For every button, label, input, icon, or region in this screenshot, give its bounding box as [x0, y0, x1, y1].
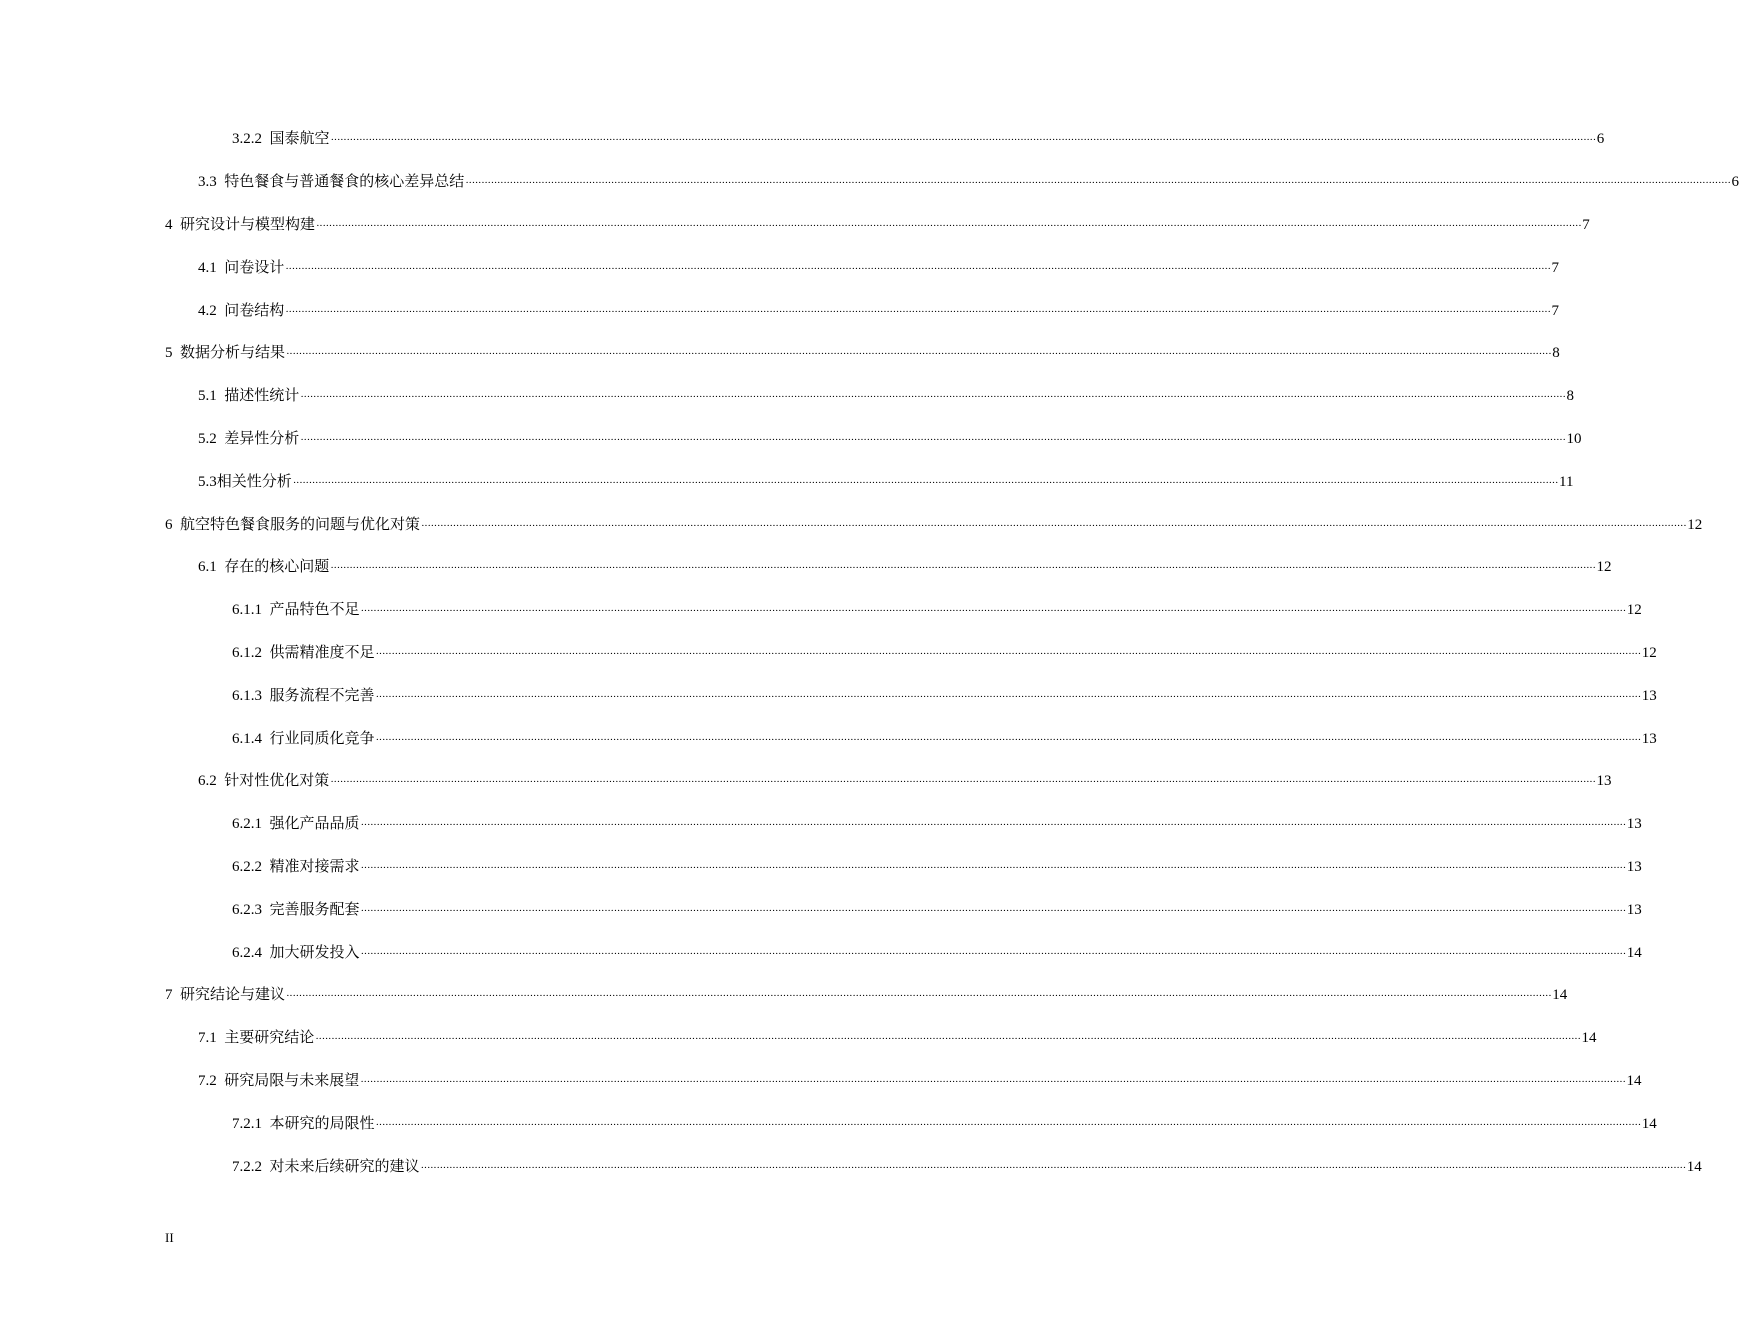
toc-entry-number: 7	[165, 987, 173, 1004]
toc-entry-title	[198, 1071, 359, 1091]
toc-leader-dots: ················································································································································································································································································································································································································	[330, 134, 1596, 147]
toc-entry-page: 14	[1552, 987, 1568, 1004]
toc-leader-dots: ················································································································································································································································································································································································································	[360, 947, 1626, 960]
toc-entry-label: 对未来后续研究的建议	[269, 1158, 420, 1175]
toc-leader-dots: ················································································································································································································································································································································································································	[465, 177, 1731, 190]
toc-leader-dots: ················································································································································································································································································································································································································	[420, 1161, 1686, 1174]
toc-entry[interactable]	[0, 460, 1574, 503]
toc-leader-dots: ················································································································································································································································································································································································································	[375, 1118, 1641, 1131]
toc-entry-label: 主要研究结论	[224, 1030, 315, 1047]
toc-entry-label: 特色餐食与普通餐食的核心差异总结	[224, 174, 465, 191]
toc-entry-label: 本研究的局限性	[269, 1115, 375, 1132]
toc-leader-dots: ················································································································································································································································································································································································································	[375, 690, 1641, 703]
toc-entry-page: 12	[1641, 644, 1657, 661]
toc-leader-dots: ················································································································································································································································································································································································································	[360, 904, 1626, 917]
toc-entry[interactable]	[0, 289, 1559, 332]
toc-entry-page: 11	[1559, 473, 1574, 490]
toc-entry-title	[198, 386, 299, 406]
toc-leader-dots: ················································································································································································································································································································································································································	[360, 605, 1626, 618]
toc-leader-dots: ················································································································································································································································································································································································································	[292, 476, 1558, 489]
toc-entry-label: 存在的核心问题	[224, 559, 330, 576]
toc-entry-title	[198, 258, 284, 278]
toc-leader-dots: ················································································································································································································································································································································································································	[316, 219, 1582, 232]
toc-entry-label: 精准对接需求	[269, 858, 360, 875]
toc-entry-number: 4.2	[198, 302, 217, 319]
toc-entry-number: 5.1	[198, 388, 217, 405]
toc-entry-label: 供需精准度不足	[269, 644, 375, 661]
toc-entry-title	[165, 985, 285, 1005]
toc-entry-number: 6.1.2	[232, 644, 262, 661]
toc-entry-title	[232, 814, 360, 834]
toc-entry[interactable]	[0, 546, 1612, 589]
toc-entry-title	[165, 215, 315, 235]
toc-entry-label: 相关性分析	[216, 473, 292, 490]
toc-entry-page: 12	[1596, 559, 1612, 576]
toc-leader-dots: ················································································································································································································································································································································································································	[330, 776, 1596, 789]
toc-entry[interactable]	[0, 674, 1657, 717]
toc-entry-number: 6.2.1	[232, 816, 262, 833]
toc-entry[interactable]	[0, 246, 1559, 289]
toc-entry-label: 完善服务配套	[269, 901, 360, 918]
toc-entry[interactable]	[0, 974, 1568, 1017]
toc-entry-title	[232, 857, 360, 877]
toc-leader-dots: ················································································································································································································································································································································································································	[375, 647, 1641, 660]
toc-entry-page: 13	[1626, 816, 1642, 833]
toc-entry-number: 7.2.2	[232, 1158, 262, 1175]
toc-entry[interactable]	[0, 931, 1642, 974]
toc-entry-label: 数据分析与结果	[180, 345, 286, 362]
toc-entry-number: 4	[165, 216, 173, 233]
toc-entry-label: 描述性统计	[224, 388, 300, 405]
toc-entry[interactable]	[0, 204, 1590, 247]
toc-entry-number: 3.3	[198, 174, 217, 191]
toc-entry-title	[232, 900, 360, 920]
toc-entry-number: 6.1.3	[232, 687, 262, 704]
toc-leader-dots: ················································································································································································································································································································································································································	[285, 305, 1551, 318]
toc-entry-title	[165, 515, 420, 535]
toc-entry-title	[232, 686, 375, 706]
toc-leader-dots: ················································································································································································································································································································································································································	[330, 562, 1596, 575]
toc-entry-number: 6	[165, 516, 173, 533]
toc-entry-title	[198, 301, 284, 321]
toc-entry-number: 6.2.3	[232, 901, 262, 918]
toc-entry[interactable]	[0, 589, 1642, 632]
toc-entry[interactable]	[0, 503, 1703, 546]
toc-entry-number: 7.1	[198, 1030, 217, 1047]
toc-entry-number: 6.1.1	[232, 602, 262, 619]
toc-entry-page: 13	[1641, 730, 1657, 747]
toc-entry-title	[165, 343, 285, 363]
toc-entry-number: 5	[165, 345, 173, 362]
toc-entry-page: 14	[1626, 944, 1642, 961]
toc-entry-number: 6.2.4	[232, 944, 262, 961]
toc-entry[interactable]	[0, 846, 1642, 889]
toc-entry-title	[198, 472, 292, 492]
toc-leader-dots: ················································································································································································································································································································································································································	[300, 391, 1566, 404]
toc-entry-page: 8	[1566, 388, 1574, 405]
toc-leader-dots: ················································································································································································································································································································································································································	[360, 819, 1626, 832]
toc-entry-page: 6	[1731, 174, 1739, 191]
toc-entry[interactable]	[0, 161, 1739, 204]
toc-leader-dots: ················································································································································································································································································································································································································	[360, 1075, 1626, 1088]
toc-entry-page: 7	[1582, 216, 1590, 233]
toc-entry-title	[232, 943, 360, 963]
toc-entry-label: 加大研发投入	[269, 944, 360, 961]
toc-entry-page: 13	[1626, 901, 1642, 918]
toc-leader-dots: ················································································································································································································································································································································································································	[285, 262, 1551, 275]
toc-entry-page: 7	[1551, 302, 1559, 319]
toc-entry-page: 14	[1626, 1072, 1642, 1089]
toc-leader-dots: ················································································································································································································································································································································································································	[360, 861, 1626, 874]
toc-leader-dots: ················································································································································································································································································································································································································	[375, 733, 1641, 746]
toc-entry-title	[232, 600, 360, 620]
toc-entry-page: 10	[1566, 430, 1582, 447]
toc-entry-number: 5.3	[198, 473, 217, 490]
toc-leader-dots: ················································································································································································································································································································································································································	[315, 1033, 1581, 1046]
toc-entry-page: 13	[1596, 773, 1612, 790]
toc-leader-dots: ················································································································································································································································································································································································································	[300, 433, 1566, 446]
toc-entry[interactable]	[0, 375, 1574, 418]
toc-entry-page: 12	[1626, 602, 1642, 619]
toc-entry-label: 差异性分析	[224, 430, 300, 447]
toc-entry[interactable]	[0, 1145, 1702, 1188]
toc-entry[interactable]	[0, 803, 1642, 846]
toc-entry-title	[198, 557, 329, 577]
toc-entry-page: 13	[1641, 687, 1657, 704]
toc-leader-dots: ················································································································································································································································································································································································································	[286, 990, 1552, 1003]
toc-entry[interactable]	[0, 118, 1605, 161]
toc-leader-dots: ················································································································································································································································································································································································································	[286, 348, 1552, 361]
toc-entry[interactable]	[0, 1060, 1642, 1103]
toc-entry-label: 产品特色不足	[269, 602, 360, 619]
toc-entry-number: 5.2	[198, 430, 217, 447]
toc-entry[interactable]	[0, 717, 1657, 760]
toc-entry[interactable]	[0, 1017, 1597, 1060]
toc-entry-page: 14	[1686, 1158, 1702, 1175]
toc-entry-title	[232, 1157, 420, 1177]
toc-entry-page: 6	[1596, 131, 1605, 148]
toc-entry-label: 研究局限与未来展望	[224, 1072, 360, 1089]
toc-entry[interactable]	[0, 888, 1642, 931]
toc-entry-title	[198, 172, 464, 192]
toc-entry-title	[198, 429, 299, 449]
toc-entry-number: 7.2	[198, 1072, 217, 1089]
toc-entry-label: 国泰航空	[269, 131, 330, 148]
toc-entry-title	[198, 771, 329, 791]
toc-entry[interactable]	[0, 632, 1657, 675]
toc-entry-label: 服务流程不完善	[269, 687, 375, 704]
toc-entry-title	[232, 643, 375, 663]
toc-entry-title	[232, 129, 330, 149]
toc-entry-title	[232, 729, 375, 749]
toc-entry[interactable]	[0, 760, 1612, 803]
toc-entry-label: 研究结论与建议	[180, 987, 286, 1004]
toc-entry-number: 6.1.4	[232, 730, 262, 747]
toc-entry-number: 3.2.2	[232, 131, 262, 148]
page-number: II	[165, 1230, 174, 1245]
toc-entry[interactable]	[0, 418, 1582, 461]
toc-entry-title	[232, 1114, 375, 1134]
toc-entry[interactable]	[0, 332, 1560, 375]
toc-entry-page: 7	[1551, 259, 1559, 276]
toc-entry-page: 14	[1641, 1115, 1657, 1132]
toc-entry-number: 6.2.2	[232, 858, 262, 875]
toc-entry-title	[198, 1028, 314, 1048]
toc-entry-page: 12	[1687, 516, 1703, 533]
toc-entry-number: 6.2	[198, 773, 217, 790]
toc-entry-page: 13	[1626, 858, 1642, 875]
toc-entry-label: 强化产品品质	[269, 816, 360, 833]
toc-entry-label: 问卷结构	[224, 302, 285, 319]
toc-leader-dots: ················································································································································································································································································································································································································	[421, 519, 1687, 532]
table-of-contents	[0, 118, 1739, 1188]
toc-entry-label: 航空特色餐食服务的问题与优化对策	[180, 516, 421, 533]
toc-entry-label: 行业同质化竞争	[269, 730, 375, 747]
toc-entry-number: 6.1	[198, 559, 217, 576]
toc-entry-label: 研究设计与模型构建	[180, 216, 316, 233]
toc-entry-number: 7.2.1	[232, 1115, 262, 1132]
toc-entry-label: 问卷设计	[224, 259, 285, 276]
toc-entry-label: 针对性优化对策	[224, 773, 330, 790]
toc-entry-page: 8	[1552, 345, 1560, 362]
toc-entry-page: 14	[1581, 1030, 1597, 1047]
toc-entry[interactable]	[0, 1102, 1657, 1145]
toc-entry-number: 4.1	[198, 259, 217, 276]
